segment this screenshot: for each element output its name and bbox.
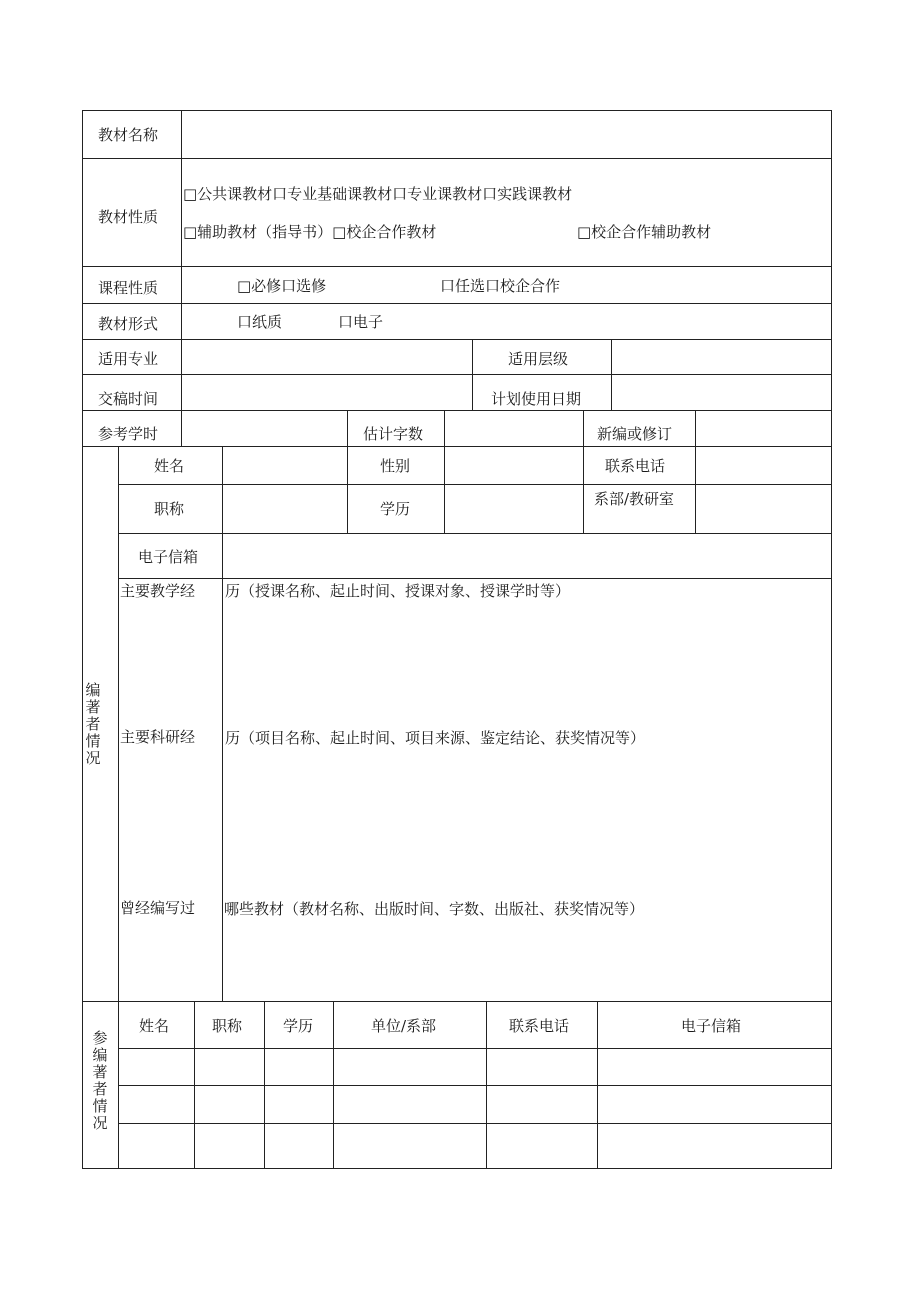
submit-time-field[interactable]: [182, 375, 472, 410]
col-divider: [472, 339, 473, 410]
textbook-name-field[interactable]: [182, 111, 831, 158]
plan-date-label: 计划使用日期: [491, 390, 582, 408]
table-border-left: [82, 110, 83, 1169]
row-divider: [82, 303, 832, 304]
teaching-experience-label-b: 历（授课名称、起止时间、授课对象、授课学时等）: [225, 582, 571, 600]
textbook-form-label: 教材形式: [98, 315, 159, 333]
plan-date-field[interactable]: [612, 375, 831, 410]
textbook-form-option-paper[interactable]: 口纸质: [237, 313, 283, 331]
author-title-label: 职称: [154, 500, 185, 518]
co-author-header-phone: 联系电话: [509, 1017, 570, 1035]
hours-label: 参考学时: [98, 425, 159, 443]
co-author-header-unit: 单位/系部: [371, 1017, 437, 1035]
co-author-header-title: 职称: [212, 1017, 243, 1035]
textbook-nature-label: 教材性质: [98, 208, 159, 226]
words-label: 估计字数: [363, 425, 424, 443]
row-divider: [118, 578, 832, 579]
table-row[interactable]: [119, 1124, 831, 1168]
author-name-label: 姓名: [154, 457, 185, 475]
author-email-label: 电子信箱: [138, 548, 199, 566]
table-row[interactable]: [119, 1049, 831, 1085]
col-divider: [583, 410, 584, 533]
col-divider: [347, 410, 348, 533]
research-experience-label-b: 历（项目名称、起止时间、项目来源、鉴定结论、获奖情况等）: [225, 729, 646, 747]
author-gender-field[interactable]: [445, 447, 583, 484]
table-row[interactable]: [119, 1086, 831, 1123]
books-written-label-a: 曾经编写过: [120, 899, 196, 917]
books-written-label-b: 哪些教材（教材名称、出版时间、字数、出版社、获奖情况等）: [224, 900, 645, 918]
textbook-name-label: 教材名称: [98, 126, 159, 144]
research-experience-label-a: 主要科研经: [120, 728, 196, 746]
author-education-field[interactable]: [445, 485, 583, 533]
author-dept-label: 系部/教研室: [594, 490, 675, 508]
course-nature-options-b[interactable]: 口任选口校企合作: [440, 277, 561, 295]
author-education-label: 学历: [380, 500, 411, 518]
textbook-nature-option-coop-aux[interactable]: □校企合作辅助教材: [577, 223, 712, 241]
words-field[interactable]: [445, 411, 583, 446]
author-email-field[interactable]: [223, 534, 831, 578]
table-border-bottom: [82, 1168, 832, 1169]
level-label: 适用层级: [508, 350, 569, 368]
course-nature-label: 课程性质: [98, 279, 159, 297]
edition-field[interactable]: [696, 411, 831, 446]
submit-time-label: 交稿时间: [98, 390, 159, 408]
co-author-header-name: 姓名: [139, 1017, 170, 1035]
teaching-experience-label-a: 主要教学经: [120, 582, 196, 600]
co-author-header-education: 学历: [283, 1017, 314, 1035]
author-experience-field[interactable]: [223, 605, 831, 1001]
co-authors-section-label: 参编著者情况: [92, 1029, 108, 1132]
table-border-right: [831, 110, 832, 1169]
edition-label: 新编或修订: [597, 425, 673, 443]
author-gender-label: 性别: [380, 457, 411, 475]
course-nature-options-a[interactable]: □必修口选修: [237, 277, 327, 295]
row-divider: [82, 266, 832, 267]
textbook-nature-options-line2[interactable]: □辅助教材（指导书）□校企合作教材: [183, 223, 437, 241]
author-section-label: 编著者情况: [85, 681, 101, 767]
textbook-form-option-electronic[interactable]: 口电子: [338, 313, 384, 331]
author-phone-label: 联系电话: [605, 457, 666, 475]
author-name-field[interactable]: [223, 447, 347, 484]
co-author-header-email: 电子信箱: [681, 1017, 742, 1035]
author-phone-field[interactable]: [696, 447, 831, 484]
level-field[interactable]: [612, 340, 831, 374]
textbook-nature-options-line1[interactable]: □公共课教材口专业基础课教材口专业课教材口实践课教材: [183, 185, 573, 203]
row-divider: [82, 158, 832, 159]
hours-field[interactable]: [182, 411, 347, 446]
major-field[interactable]: [182, 340, 472, 374]
author-dept-field[interactable]: [696, 485, 831, 533]
author-title-field[interactable]: [223, 485, 347, 533]
major-label: 适用专业: [98, 350, 159, 368]
